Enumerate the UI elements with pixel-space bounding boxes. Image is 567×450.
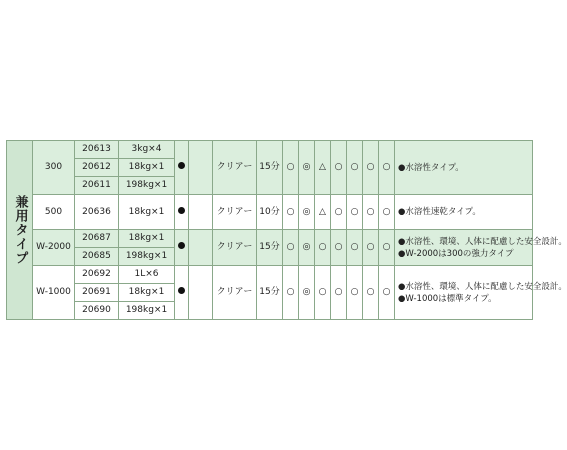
- rating-symbol: ○: [347, 266, 363, 320]
- package-quantity: 198kg×1: [119, 177, 175, 195]
- product-code: 20687: [75, 230, 119, 248]
- feature-note-line: ●水溶性、環境、人体に配慮した安全設計。: [398, 281, 567, 292]
- spec-table: [6, 140, 567, 320]
- color-value: クリアー: [213, 230, 257, 266]
- feature-note-line: ●W-2000は300の強力タイプ: [398, 248, 514, 259]
- rating-symbol: ○: [315, 230, 331, 266]
- product-code: 20613: [75, 141, 119, 159]
- feature-note-line: ●W-1000は標準タイプ。: [398, 293, 497, 304]
- rating-symbol: △: [315, 141, 331, 195]
- dry-time-value: 15分: [257, 266, 283, 320]
- package-quantity: 1L×6: [119, 266, 175, 284]
- feature-notes: [395, 266, 567, 320]
- table-row: [7, 141, 533, 159]
- model-name: W-2000: [33, 230, 75, 266]
- filled-circle-mark: [178, 242, 185, 249]
- rating-symbol: ◎: [299, 195, 315, 230]
- feature-note-line: ●水溶性、環境、人体に配慮した安全設計。: [398, 236, 567, 247]
- mark-cell: [175, 141, 189, 195]
- product-code: 20611: [75, 177, 119, 195]
- feature-note-line: ●水溶性タイプ。: [398, 162, 464, 173]
- blank-cell: [189, 141, 213, 195]
- rating-symbol: ○: [363, 266, 379, 320]
- rating-symbol: ○: [331, 230, 347, 266]
- model-name: 300: [33, 141, 75, 195]
- rating-symbol: ○: [283, 141, 299, 195]
- rating-symbol: ◎: [299, 230, 315, 266]
- rating-symbol: ○: [347, 195, 363, 230]
- blank-cell: [189, 195, 213, 230]
- rating-symbol: ○: [347, 230, 363, 266]
- filled-circle-mark: [178, 287, 185, 294]
- rating-symbol: ◎: [299, 266, 315, 320]
- feature-note-line: ●水溶性速乾タイプ。: [398, 207, 481, 217]
- rating-symbol: ○: [283, 230, 299, 266]
- product-code: 20691: [75, 284, 119, 302]
- rating-symbol: ○: [363, 141, 379, 195]
- product-code: 20692: [75, 266, 119, 284]
- rating-symbol: ○: [379, 266, 395, 320]
- model-name: 500: [33, 195, 75, 230]
- package-quantity: 18kg×1: [119, 284, 175, 302]
- dry-time-value: 15分: [257, 141, 283, 195]
- rating-symbol: ○: [331, 141, 347, 195]
- model-name: W-1000: [33, 266, 75, 320]
- filled-circle-mark: [178, 162, 185, 169]
- filled-circle-mark: [178, 207, 185, 214]
- rating-symbol: ○: [379, 230, 395, 266]
- rating-symbol: ○: [363, 230, 379, 266]
- mark-cell: [175, 266, 189, 320]
- rating-symbol: ◎: [299, 141, 315, 195]
- feature-notes: [395, 141, 533, 195]
- feature-notes: [395, 230, 567, 266]
- package-quantity: 18kg×1: [119, 159, 175, 177]
- color-value: クリアー: [213, 195, 257, 230]
- rating-symbol: △: [315, 195, 331, 230]
- color-value: クリアー: [213, 266, 257, 320]
- product-code: 20690: [75, 302, 119, 320]
- category-label: 兼用タイプ: [7, 141, 33, 320]
- package-quantity: 198kg×1: [119, 302, 175, 320]
- product-code: 20612: [75, 159, 119, 177]
- rating-symbol: ○: [379, 195, 395, 230]
- package-quantity: 18kg×1: [119, 195, 175, 230]
- table-row: [7, 266, 533, 284]
- package-quantity: 3kg×4: [119, 141, 175, 159]
- feature-notes: [395, 195, 533, 230]
- rating-symbol: ○: [363, 195, 379, 230]
- table-row: [7, 195, 533, 230]
- product-code: 20636: [75, 195, 119, 230]
- rating-symbol: ○: [331, 195, 347, 230]
- rating-symbol: ○: [331, 266, 347, 320]
- blank-cell: [189, 266, 213, 320]
- package-quantity: 18kg×1: [119, 230, 175, 248]
- package-quantity: 198kg×1: [119, 248, 175, 266]
- blank-cell: [189, 230, 213, 266]
- dry-time-value: 15分: [257, 230, 283, 266]
- table-row: [7, 230, 533, 248]
- rating-symbol: ○: [283, 195, 299, 230]
- mark-cell: [175, 230, 189, 266]
- rating-symbol: ○: [379, 141, 395, 195]
- mark-cell: [175, 195, 189, 230]
- rating-symbol: ○: [283, 266, 299, 320]
- product-code: 20685: [75, 248, 119, 266]
- rating-symbol: ○: [315, 266, 331, 320]
- dry-time-value: 10分: [257, 195, 283, 230]
- color-value: クリアー: [213, 141, 257, 195]
- rating-symbol: ○: [347, 141, 363, 195]
